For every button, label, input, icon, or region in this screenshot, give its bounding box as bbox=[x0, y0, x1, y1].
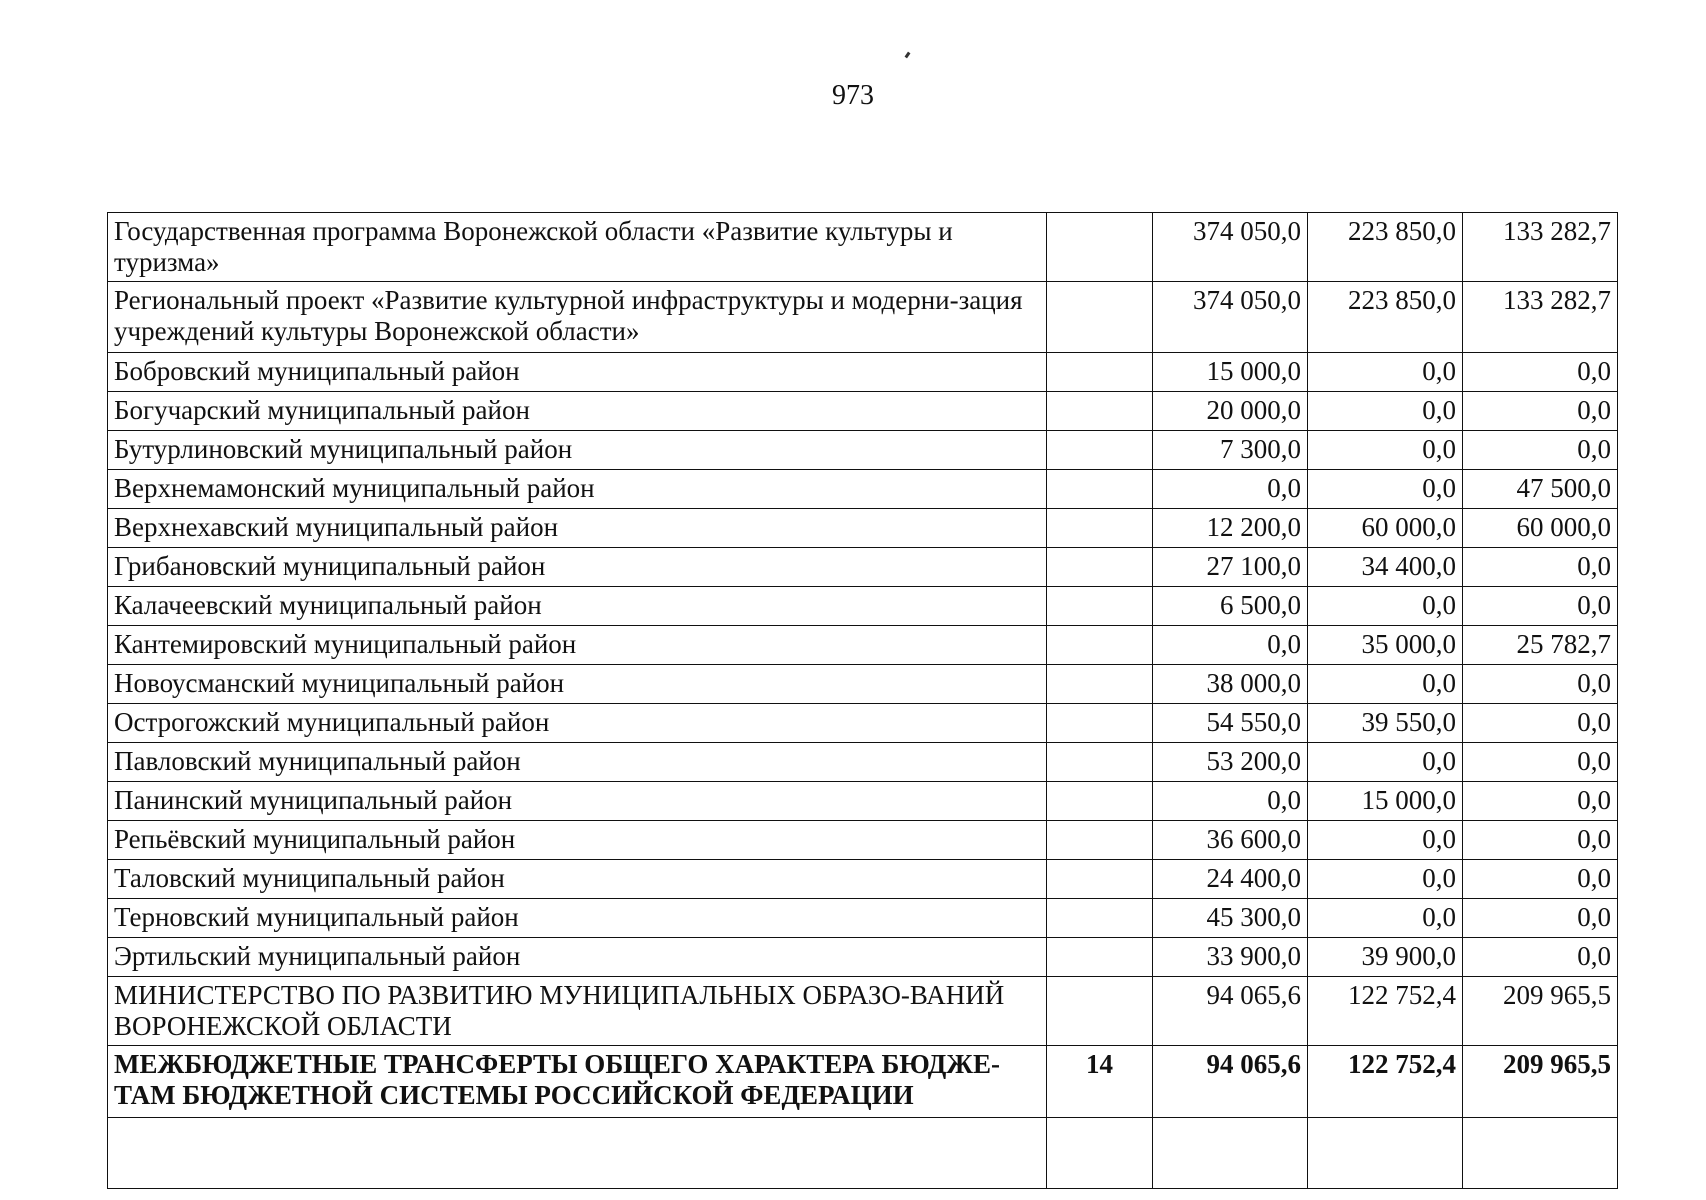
row-code bbox=[1047, 282, 1153, 353]
row-value-year-3: 0,0 bbox=[1463, 821, 1618, 860]
table-row bbox=[108, 665, 1618, 704]
row-name: Верхнехавский муниципальный район bbox=[108, 509, 1047, 548]
row-value-year-2: 122 752,4 bbox=[1308, 1046, 1463, 1118]
table-row bbox=[108, 1046, 1618, 1118]
budget-table bbox=[107, 212, 1618, 1189]
row-value-year-3 bbox=[1463, 1118, 1618, 1189]
row-value-year-3: 133 282,7 bbox=[1463, 282, 1618, 353]
table-row bbox=[108, 782, 1618, 821]
row-code bbox=[1047, 213, 1153, 282]
table-row bbox=[108, 353, 1618, 392]
row-code bbox=[1047, 1118, 1153, 1189]
row-value-year-3: 0,0 bbox=[1463, 587, 1618, 626]
row-value-year-1: 7 300,0 bbox=[1153, 431, 1308, 470]
row-name: Калачеевский муниципальный район bbox=[108, 587, 1047, 626]
row-name: Новоусманский муниципальный район bbox=[108, 665, 1047, 704]
row-value-year-3: 0,0 bbox=[1463, 548, 1618, 587]
table-row bbox=[108, 821, 1618, 860]
row-name: Грибановский муниципальный район bbox=[108, 548, 1047, 587]
row-value-year-2: 60 000,0 bbox=[1308, 509, 1463, 548]
page-number: 973 bbox=[832, 80, 874, 111]
row-value-year-2: 35 000,0 bbox=[1308, 626, 1463, 665]
row-value-year-1: 36 600,0 bbox=[1153, 821, 1308, 860]
row-value-year-1: 27 100,0 bbox=[1153, 548, 1308, 587]
row-value-year-1: 24 400,0 bbox=[1153, 860, 1308, 899]
row-name: Богучарский муниципальный район bbox=[108, 392, 1047, 431]
table-row bbox=[108, 282, 1618, 353]
row-value-year-2 bbox=[1308, 1118, 1463, 1189]
row-value-year-2: 0,0 bbox=[1308, 899, 1463, 938]
row-name: Государственная программа Воронежской области «Развитие культуры и туризма» bbox=[108, 213, 1047, 282]
row-value-year-2: 15 000,0 bbox=[1308, 782, 1463, 821]
row-code bbox=[1047, 626, 1153, 665]
row-value-year-3: 0,0 bbox=[1463, 392, 1618, 431]
row-value-year-3: 0,0 bbox=[1463, 743, 1618, 782]
row-name: Павловский муниципальный район bbox=[108, 743, 1047, 782]
row-name: Репьёвский муниципальный район bbox=[108, 821, 1047, 860]
row-value-year-3: 47 500,0 bbox=[1463, 470, 1618, 509]
row-code bbox=[1047, 392, 1153, 431]
row-value-year-3: 0,0 bbox=[1463, 704, 1618, 743]
row-value-year-2: 0,0 bbox=[1308, 665, 1463, 704]
row-value-year-3: 60 000,0 bbox=[1463, 509, 1618, 548]
table-row bbox=[108, 470, 1618, 509]
row-value-year-3: 0,0 bbox=[1463, 860, 1618, 899]
row-code bbox=[1047, 821, 1153, 860]
table-row bbox=[108, 431, 1618, 470]
row-value-year-2: 223 850,0 bbox=[1308, 213, 1463, 282]
table-row bbox=[108, 626, 1618, 665]
row-value-year-2: 0,0 bbox=[1308, 470, 1463, 509]
row-code bbox=[1047, 665, 1153, 704]
row-code bbox=[1047, 743, 1153, 782]
row-value-year-3: 0,0 bbox=[1463, 431, 1618, 470]
row-value-year-1: 33 900,0 bbox=[1153, 938, 1308, 977]
table-row bbox=[108, 509, 1618, 548]
row-value-year-2: 39 550,0 bbox=[1308, 704, 1463, 743]
row-code bbox=[1047, 509, 1153, 548]
row-code bbox=[1047, 860, 1153, 899]
row-value-year-1: 45 300,0 bbox=[1153, 899, 1308, 938]
row-value-year-2: 0,0 bbox=[1308, 353, 1463, 392]
row-value-year-2: 223 850,0 bbox=[1308, 282, 1463, 353]
row-code bbox=[1047, 938, 1153, 977]
row-value-year-1: 0,0 bbox=[1153, 782, 1308, 821]
table-row bbox=[108, 392, 1618, 431]
row-value-year-3: 133 282,7 bbox=[1463, 213, 1618, 282]
row-value-year-1: 20 000,0 bbox=[1153, 392, 1308, 431]
row-value-year-2: 122 752,4 bbox=[1308, 977, 1463, 1046]
row-value-year-1 bbox=[1153, 1118, 1308, 1189]
row-code bbox=[1047, 470, 1153, 509]
scan-mark bbox=[905, 52, 911, 59]
row-name: Бутурлиновский муниципальный район bbox=[108, 431, 1047, 470]
row-value-year-1: 374 050,0 bbox=[1153, 282, 1308, 353]
row-name: Терновский муниципальный район bbox=[108, 899, 1047, 938]
row-value-year-3: 0,0 bbox=[1463, 938, 1618, 977]
row-name: Бобровский муниципальный район bbox=[108, 353, 1047, 392]
row-value-year-1: 12 200,0 bbox=[1153, 509, 1308, 548]
row-name: МЕЖБЮДЖЕТНЫЕ ТРАНСФЕРТЫ ОБЩЕГО ХАРАКТЕРА БЮДЖЕ-ТАМ БЮДЖЕТНОЙ СИСТЕМЫ РОССИЙСКОЙ ФЕДЕРАЦИИ bbox=[108, 1046, 1047, 1118]
row-name: Кантемировский муниципальный район bbox=[108, 626, 1047, 665]
table-row bbox=[108, 899, 1618, 938]
row-name: Острогожский муниципальный район bbox=[108, 704, 1047, 743]
row-code bbox=[1047, 782, 1153, 821]
row-value-year-2: 0,0 bbox=[1308, 743, 1463, 782]
row-value-year-1: 6 500,0 bbox=[1153, 587, 1308, 626]
row-name bbox=[108, 1118, 1047, 1189]
table-row bbox=[108, 213, 1618, 282]
row-code bbox=[1047, 431, 1153, 470]
row-code bbox=[1047, 548, 1153, 587]
row-name: Региональный проект «Развитие культурной инфраструктуры и модерни-зация учреждений культуры Воронежской области» bbox=[108, 282, 1047, 353]
table-row bbox=[108, 860, 1618, 899]
row-value-year-3: 0,0 bbox=[1463, 665, 1618, 704]
row-code bbox=[1047, 587, 1153, 626]
row-value-year-2: 39 900,0 bbox=[1308, 938, 1463, 977]
row-value-year-1: 54 550,0 bbox=[1153, 704, 1308, 743]
row-name: Таловский муниципальный район bbox=[108, 860, 1047, 899]
row-value-year-3: 0,0 bbox=[1463, 899, 1618, 938]
row-value-year-2: 0,0 bbox=[1308, 392, 1463, 431]
row-value-year-1: 15 000,0 bbox=[1153, 353, 1308, 392]
row-code bbox=[1047, 977, 1153, 1046]
row-code bbox=[1047, 353, 1153, 392]
row-name: Эртильский муниципальный район bbox=[108, 938, 1047, 977]
row-value-year-3: 25 782,7 bbox=[1463, 626, 1618, 665]
row-value-year-3: 0,0 bbox=[1463, 782, 1618, 821]
table-row bbox=[108, 743, 1618, 782]
row-value-year-1: 0,0 bbox=[1153, 470, 1308, 509]
table-row bbox=[108, 977, 1618, 1046]
row-value-year-1: 94 065,6 bbox=[1153, 1046, 1308, 1118]
row-value-year-1: 0,0 bbox=[1153, 626, 1308, 665]
row-value-year-2: 0,0 bbox=[1308, 821, 1463, 860]
row-name: МИНИСТЕРСТВО ПО РАЗВИТИЮ МУНИЦИПАЛЬНЫХ ОБРАЗО-ВАНИЙ ВОРОНЕЖСКОЙ ОБЛАСТИ bbox=[108, 977, 1047, 1046]
table-row bbox=[108, 587, 1618, 626]
row-name: Панинский муниципальный район bbox=[108, 782, 1047, 821]
table-row bbox=[108, 1118, 1618, 1189]
row-value-year-2: 0,0 bbox=[1308, 860, 1463, 899]
table-row bbox=[108, 938, 1618, 977]
row-value-year-3: 209 965,5 bbox=[1463, 977, 1618, 1046]
row-code bbox=[1047, 704, 1153, 743]
row-value-year-1: 374 050,0 bbox=[1153, 213, 1308, 282]
row-value-year-1: 94 065,6 bbox=[1153, 977, 1308, 1046]
table-row bbox=[108, 548, 1618, 587]
table-row bbox=[108, 704, 1618, 743]
row-code: 14 bbox=[1047, 1046, 1153, 1118]
row-name: Верхнемамонский муниципальный район bbox=[108, 470, 1047, 509]
row-value-year-2: 34 400,0 bbox=[1308, 548, 1463, 587]
row-value-year-1: 53 200,0 bbox=[1153, 743, 1308, 782]
row-value-year-3: 0,0 bbox=[1463, 353, 1618, 392]
row-code bbox=[1047, 899, 1153, 938]
row-value-year-3: 209 965,5 bbox=[1463, 1046, 1618, 1118]
row-value-year-1: 38 000,0 bbox=[1153, 665, 1308, 704]
row-value-year-2: 0,0 bbox=[1308, 431, 1463, 470]
row-value-year-2: 0,0 bbox=[1308, 587, 1463, 626]
